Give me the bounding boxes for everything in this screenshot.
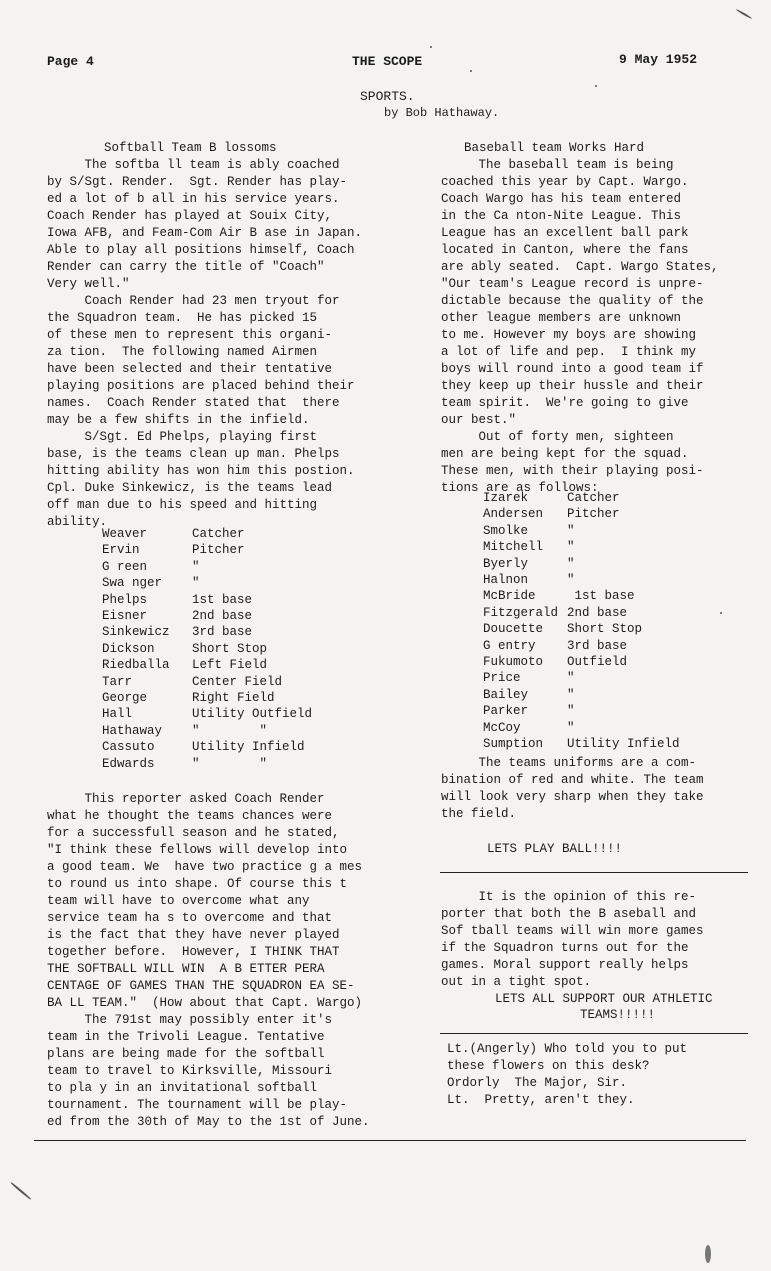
player-position: " [192, 559, 200, 574]
text-line: together before. However, I THINK THAT [47, 945, 340, 959]
text-line: These men, with their playing posi- [441, 464, 704, 478]
text-line: in the Ca nton-Nite League. This [441, 209, 682, 223]
text-line: Coach Render had 23 men tryout for [47, 294, 340, 308]
text-line: ed from the 30th of May to the 1st of June. [47, 1115, 370, 1129]
text-line: the Squadron team. He has picked 15 [47, 311, 318, 325]
text-line: League has an excellent ball park [441, 226, 689, 240]
baseball-roster [483, 490, 680, 753]
text-line: a lot of life and pep. I think my [441, 345, 697, 359]
roster-row [102, 723, 312, 739]
baseball-article-continued [441, 755, 704, 823]
roster-row [483, 621, 680, 637]
text-line: if the Squadron turns out for the [441, 941, 689, 955]
player-name: McBride [483, 589, 536, 604]
player-position: Outfield [567, 655, 628, 670]
section-title: SPORTS. [360, 89, 415, 104]
player-position: Utility Outfield [192, 707, 313, 722]
baseball-slogan: LETS PLAY BALL!!!! [487, 842, 623, 856]
text-line: our best." [441, 413, 517, 427]
player-name: Fitzgerald [483, 605, 559, 620]
text-line: games. Moral support really helps [441, 958, 689, 972]
player-position: Pitcher [567, 507, 620, 522]
player-name: Parker [483, 704, 529, 719]
player-name: Halnon [483, 573, 529, 588]
player-name: Smolke [483, 523, 529, 538]
text-line: dictable because the quality of the [441, 294, 704, 308]
roster-row [102, 624, 312, 640]
joke-column [447, 1041, 687, 1109]
roster-row [102, 739, 312, 755]
player-position: Left Field [192, 658, 268, 673]
roster-row [102, 690, 312, 706]
player-position: " [567, 720, 575, 735]
player-position: Catcher [567, 491, 620, 505]
player-position: " [567, 523, 575, 538]
text-line: team will have to overcome what any [47, 894, 310, 908]
player-name: Cassuto [102, 740, 155, 755]
player-position: " [567, 573, 575, 588]
player-name: Izarek [483, 491, 529, 505]
roster-row [483, 638, 680, 654]
roster-row [102, 641, 312, 657]
text-line: za tion. The following named Airmen [47, 345, 318, 359]
text-line: out in a tight spot. [441, 975, 592, 989]
opinion-article [441, 889, 704, 991]
player-name: G entry [483, 638, 536, 653]
player-position: " " [192, 756, 268, 771]
player-name: Mitchell [483, 540, 544, 555]
text-line: It is the opinion of this re- [441, 890, 697, 904]
player-position: Utility Infield [567, 737, 680, 752]
text-line: located in Canton, where the fans [441, 243, 689, 257]
roster-row [102, 592, 312, 608]
scan-mark [430, 46, 432, 48]
opinion-slogan-line-2: TEAMS!!!!! [580, 1008, 656, 1022]
text-line: Coach Wargo has his team entered [441, 192, 682, 206]
player-position: " [567, 704, 575, 719]
roster-row [483, 670, 680, 686]
text-line: The 791st may possibly enter it's [47, 1013, 333, 1027]
player-name: McCoy [483, 720, 521, 735]
text-line: Cpl. Duke Sinkewicz, is the teams lead [47, 481, 333, 495]
text-line: to pla y in an invitational softball [47, 1081, 318, 1095]
issue-date: 9 May 1952 [619, 52, 698, 67]
text-line: Sof tball teams will win more games [441, 924, 704, 938]
baseball-headline: Baseball team Works Hard [464, 141, 645, 155]
text-line: they keep up their hussle and their [441, 379, 704, 393]
roster-row [483, 720, 680, 736]
text-line: to me. However my boys are showing [441, 328, 697, 342]
player-position: " " [192, 723, 268, 738]
roster-row [102, 559, 312, 575]
scan-mark [11, 1182, 32, 1200]
text-line: may be a few shifts in the infield. [47, 413, 310, 427]
softball-article [47, 157, 362, 531]
text-line: Coach Render has played at Souix City, [47, 209, 333, 223]
player-name: Sinkewicz [102, 625, 170, 640]
player-name: Bailey [483, 687, 529, 702]
text-line: what he thought the teams chances were [47, 809, 333, 823]
roster-row [102, 542, 312, 558]
player-position: " [567, 671, 575, 686]
player-name: Sumption [483, 737, 544, 752]
player-name: George [102, 691, 148, 706]
player-position: Center Field [192, 674, 283, 689]
softball-roster [102, 526, 312, 772]
softball-headline: Softball Team B lossoms [104, 141, 277, 155]
text-line: for a successfull season and he stated, [47, 826, 340, 840]
player-name: Ervin [102, 543, 140, 558]
player-position: 1st base [567, 589, 635, 604]
player-name: Fukumoto [483, 655, 544, 670]
player-position: Pitcher [192, 543, 245, 558]
text-line: porter that both the B aseball and [441, 907, 697, 921]
text-line: a good team. We have two practice g a mes [47, 860, 363, 874]
player-position: " [567, 540, 575, 555]
player-name: Price [483, 671, 521, 686]
player-position: Right Field [192, 691, 275, 706]
player-name: Weaver [102, 527, 148, 541]
text-line: are ably seated. Capt. Wargo States, [441, 260, 719, 274]
text-line: ed a lot of b all in his service years. [47, 192, 340, 206]
text-line: base, is the teams clean up man. Phelps [47, 447, 340, 461]
text-line: Render can carry the title of "Coach" [47, 260, 325, 274]
player-position: 3rd base [192, 625, 253, 640]
text-line: off man due to his speed and hitting [47, 498, 318, 512]
text-line: the field. [441, 807, 517, 821]
text-line: names. Coach Render stated that there [47, 396, 340, 410]
byline: by Bob Hathaway. [384, 106, 500, 120]
text-line: S/Sgt. Ed Phelps, playing first [47, 430, 318, 444]
roster-row [483, 703, 680, 719]
roster-row [483, 687, 680, 703]
player-position: " [567, 556, 575, 571]
baseball-article [441, 157, 719, 497]
roster-row [483, 736, 680, 752]
text-line: "Our team's League record is unpre- [441, 277, 704, 291]
player-position: 3rd base [567, 638, 628, 653]
player-name: G reen [102, 559, 148, 574]
player-name: Phelps [102, 592, 148, 607]
text-line: these flowers on this desk? [447, 1059, 650, 1073]
scan-mark [595, 85, 597, 87]
roster-row [102, 575, 312, 591]
text-line: other league members are unknown [441, 311, 682, 325]
player-position: Catcher [192, 527, 245, 541]
text-line: The teams uniforms are a com- [441, 756, 697, 770]
player-name: Riedballa [102, 658, 170, 673]
roster-row [483, 490, 680, 506]
roster-row [483, 556, 680, 572]
text-line: to round us into shape. Of course this t [47, 877, 348, 891]
bottom-rule [34, 1140, 746, 1141]
text-line: coached this year by Capt. Wargo. [441, 175, 689, 189]
roster-row [102, 674, 312, 690]
roster-row [483, 506, 680, 522]
roster-row [483, 539, 680, 555]
player-name: Hathaway [102, 723, 163, 738]
text-line: CENTAGE OF GAMES THAN THE SQUADRON EA SE- [47, 979, 355, 993]
text-line: Iowa AFB, and Feam-Com Air B ase in Japan. [47, 226, 363, 240]
player-position: " [567, 687, 575, 702]
roster-row [483, 572, 680, 588]
text-line: hitting ability has won him this postion. [47, 464, 355, 478]
roster-row [483, 654, 680, 670]
scan-mark [705, 1245, 711, 1263]
player-name: Hall [102, 707, 133, 722]
text-line: BA LL TEAM." (How about that Capt. Wargo) [47, 996, 363, 1010]
player-name: Andersen [483, 507, 544, 522]
text-line: The baseball team is being [441, 158, 674, 172]
roster-row [102, 657, 312, 673]
roster-row [102, 706, 312, 722]
text-line: plans are being made for the softball [47, 1047, 325, 1061]
roster-row [483, 588, 680, 604]
player-name: Edwards [102, 756, 155, 771]
text-line: The softba ll team is ably coached [47, 158, 340, 172]
text-line: Lt. Pretty, aren't they. [447, 1093, 635, 1107]
text-line: will look very sharp when they take [441, 790, 704, 804]
text-line: "I think these fellows will develop into [47, 843, 348, 857]
text-line: is the fact that they have never played [47, 928, 340, 942]
text-line: Lt.(Angerly) Who told you to put [447, 1042, 688, 1056]
roster-row [483, 523, 680, 539]
divider-rule [440, 1033, 748, 1034]
text-line: Out of forty men, sighteen [441, 430, 674, 444]
player-name: Swa nger [102, 576, 163, 591]
page-number: Page 4 [47, 54, 94, 69]
roster-row [483, 605, 680, 621]
player-name: Byerly [483, 556, 529, 571]
text-line: Able to play all positions himself, Coach [47, 243, 355, 257]
player-name: Dickson [102, 641, 155, 656]
text-line: playing positions are placed behind their [47, 379, 355, 393]
text-line: Ordorly The Major, Sir. [447, 1076, 628, 1090]
player-position: Utility Infield [192, 740, 305, 755]
text-line: team spirit. We're going to give [441, 396, 689, 410]
player-position: Short Stop [192, 641, 268, 656]
text-line: boys will round into a good team if [441, 362, 704, 376]
scan-mark [470, 70, 472, 72]
text-line: service team ha s to overcome and that [47, 911, 333, 925]
text-line: team in the Trivoli League. Tentative [47, 1030, 325, 1044]
text-line: team to travel to Kirksville, Missouri [47, 1064, 333, 1078]
roster-row [102, 526, 312, 542]
text-line: Very well." [47, 277, 130, 291]
softball-article-continued [47, 791, 370, 1131]
roster-row [102, 608, 312, 624]
text-line: have been selected and their tentative [47, 362, 333, 376]
text-line: of these men to represent this organi- [47, 328, 333, 342]
player-name: Tarr [102, 674, 133, 689]
player-name: Eisner [102, 609, 148, 624]
text-line: men are being kept for the squad. [441, 447, 689, 461]
divider-rule [440, 872, 748, 873]
text-line: This reporter asked Coach Render [47, 792, 325, 806]
text-line: THE SOFTBALL WILL WIN A B ETTER PERA [47, 962, 325, 976]
player-name: Doucette [483, 622, 544, 637]
text-line: ability. [47, 515, 108, 529]
player-position: Short Stop [567, 622, 643, 637]
player-position: 1st base [192, 592, 253, 607]
text-line: bination of red and white. The team [441, 773, 704, 787]
player-position: 2nd base [567, 605, 628, 620]
roster-row [102, 756, 312, 772]
text-line: by S/Sgt. Render. Sgt. Render has play- [47, 175, 348, 189]
text-line: tions are as follows: [441, 481, 599, 495]
text-line: tournament. The tournament will be play- [47, 1098, 348, 1112]
scan-mark [720, 612, 722, 614]
opinion-slogan-line-1: LETS ALL SUPPORT OUR ATHLETIC [495, 992, 713, 1006]
player-position: " [192, 576, 200, 591]
newsletter-title: THE SCOPE [352, 54, 423, 69]
player-position: 2nd base [192, 609, 253, 624]
scan-mark [736, 9, 753, 20]
